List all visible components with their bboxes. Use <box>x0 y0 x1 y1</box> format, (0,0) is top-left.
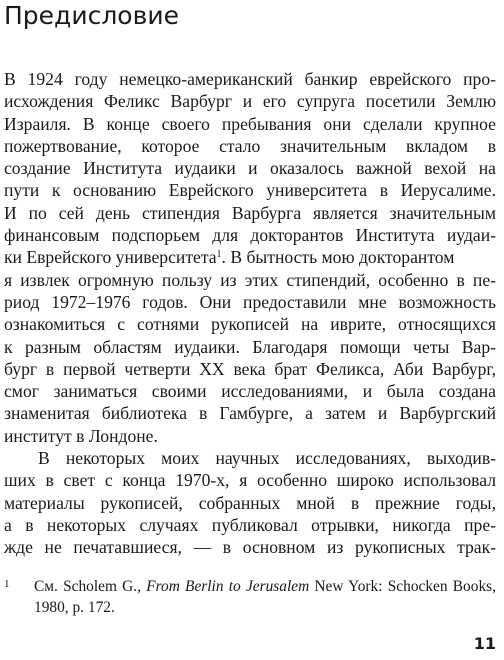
footnote-citation-start: См. Scholem G., <box>34 578 147 595</box>
footnote-book-title: From Berlin to Jerusalem <box>146 578 310 595</box>
text-line-19: ших в свет с конца 1970-х, я особенно широко использовал <box>4 470 496 491</box>
text-line-11: риод 1972–1976 годов. Они предоставили мне возможность <box>4 291 496 312</box>
text-line-2: исхождения Феликс Варбург и его супруга посетили Землю <box>4 91 496 112</box>
text-line-5: создание Института иудаики и оказалось важной вехой на <box>4 158 496 179</box>
chapter-heading: Предисловие <box>4 1 179 30</box>
text-line-6: пути к основанию Еврейского университета в Иерусалиме. <box>4 180 496 201</box>
text-line-18: В некоторых моих научных исследованиях, выходив- <box>38 448 496 469</box>
text-line-4: пожертвование, которое стало значительным вкладом в <box>4 135 496 156</box>
text-line-9 <box>4 246 496 268</box>
page-number: 11 <box>473 634 496 653</box>
text-line-9-start: ки Еврейского университета <box>4 247 217 268</box>
footnote-line-1 <box>4 576 496 597</box>
footnote-citation-publisher: New York: Schocken Books, <box>309 578 496 595</box>
text-line-10: я извлек огромную пользу из этих стипендий, особенно в пе- <box>4 269 496 290</box>
text-line-8: финансовым подспорьем для докторантов Института иудаи- <box>4 225 496 246</box>
text-line-9-end: . В бытность мою докторантом <box>221 247 455 268</box>
text-line-15: смог заниматься своими исследованиями, и была создана <box>4 381 496 402</box>
text-line-13: к разным областям иудаики. Благодаря помощи четы Вар- <box>4 336 496 357</box>
text-line-7: И по сей день стипендия Варбурга является значительным <box>4 202 496 223</box>
text-line-21: а в некоторых случаях публиковал отрывки, никогда пре- <box>4 514 496 535</box>
text-line-3: Израиля. В конце своего пребывания они сделали крупное <box>4 113 496 134</box>
text-line-14: бург в первой четверти XX века брат Феликса, Аби Варбург, <box>4 358 496 379</box>
footnote-reference[interactable]: 1 <box>216 249 222 261</box>
text-line-16: знаменитая библиотека в Гамбурге, а затем и Варбургский <box>4 403 496 424</box>
footnote-line-2: 1980, p. 172. <box>34 599 115 616</box>
text-line-17: институт в Лондоне. <box>4 425 158 446</box>
text-line-22: жде не печатавшиеся, — в основном из рукописных трак- <box>4 537 496 558</box>
text-line-20: материалы рукописей, собранных мной в прежние годы, <box>4 492 496 513</box>
text-line-1: В 1924 году немецко-американский банкир еврейского про- <box>4 69 496 89</box>
footnote <box>4 576 496 618</box>
text-line-12: ознакомиться с сотнями рукописей на иврите, относящихся <box>4 314 496 335</box>
main-text <box>4 68 496 559</box>
footnote-marker: 1 <box>4 578 10 590</box>
